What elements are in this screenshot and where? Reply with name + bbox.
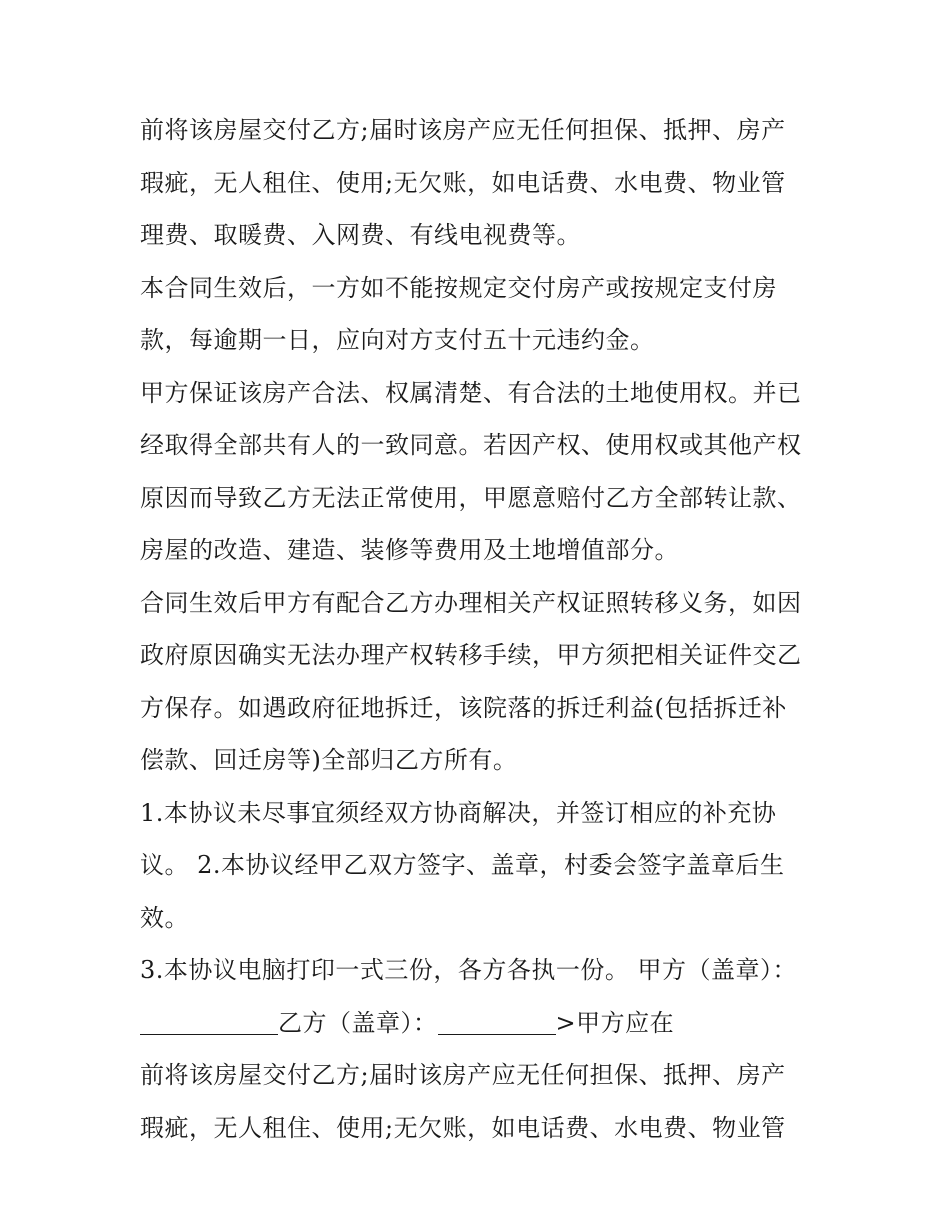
text-line: 政府原因确实无法办理产权转移手续，甲方须把相关证件交乙 xyxy=(140,641,802,669)
text-line: 瑕疵，无人租住、使用;无欠账，如电话费、水电费、物业管 xyxy=(140,1113,786,1142)
text-line: 效。 xyxy=(140,903,189,932)
text-line: 原因而导致乙方无法正常使用，甲愿意赔付乙方全部转让款、 xyxy=(140,483,802,512)
text-line: 偿款、回迁房等)全部归乙方所有。 xyxy=(140,746,518,774)
party-b-label: 乙方（盖章）： xyxy=(278,1008,438,1037)
text-line: 甲方保证该房产合法、权属清楚、有合法的土地使用权。并已 xyxy=(140,378,802,407)
signature-line xyxy=(140,997,820,1050)
text-line: 3.本协议电脑打印一式三份，各方各执一份。 甲方（盖章）： xyxy=(140,956,798,984)
party-b-signature-blank xyxy=(438,1004,556,1035)
document-page xyxy=(140,104,820,1154)
text-line: 经取得全部共有人的一致同意。若因产权、使用权或其他产权 xyxy=(140,431,802,459)
signature-tail-text: >甲方应在 xyxy=(555,1008,675,1037)
text-line: 合同生效后甲方有配合乙方办理相关产权证照转移义务，如因 xyxy=(140,588,802,617)
text-line: 方保存。如遇政府征地拆迁，该院落的拆迁利益(包括拆迁补 xyxy=(140,693,787,722)
text-line: 议。 2.本协议经甲乙双方签字、盖章，村委会签字盖章后生 xyxy=(140,851,785,879)
text-line: 前将该房屋交付乙方;届时该房产应无任何担保、抵押、房产 xyxy=(140,1061,786,1089)
text-line: 前将该房屋交付乙方;届时该房产应无任何担保、抵押、房产 xyxy=(140,116,786,144)
text-line: 房屋的改造、建造、装修等费用及土地增值部分。 xyxy=(140,536,679,564)
text-line: 理费、取暖费、入网费、有线电视费等。 xyxy=(140,221,581,249)
text-line: 款，每逾期一日，应向对方支付五十元违约金。 xyxy=(140,326,655,354)
text-line: 1.本协议未尽事宜须经双方协商解决，并签订相应的补充协 xyxy=(140,798,777,827)
text-line: 本合同生效后，一方如不能按规定交付房产或按规定支付房 xyxy=(140,273,777,302)
party-a-signature-blank xyxy=(140,1004,278,1035)
text-line: 瑕疵，无人租住、使用;无欠账，如电话费、水电费、物业管 xyxy=(140,168,786,197)
